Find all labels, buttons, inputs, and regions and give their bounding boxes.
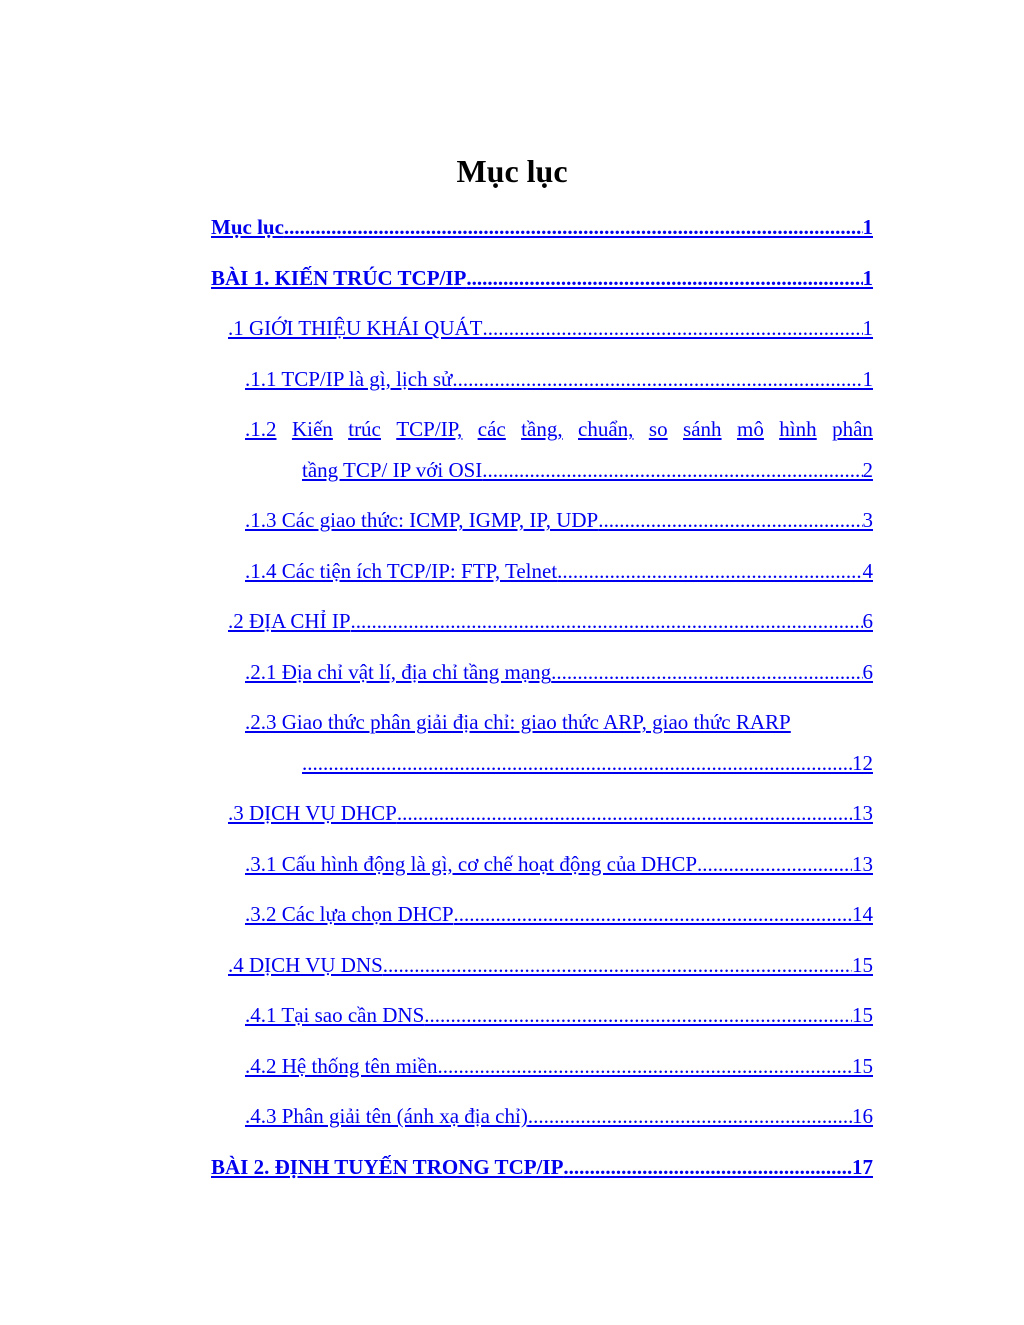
toc-entry-page: 14 (852, 902, 873, 926)
toc-leader-dots (452, 360, 862, 398)
toc-leader-dots (424, 996, 852, 1034)
toc-entry-1-2[interactable] (211, 410, 873, 501)
toc-leader-dots (454, 895, 852, 933)
toc-entry-page: 15 (852, 1003, 873, 1027)
toc-entry-text-line2 (245, 744, 873, 782)
toc-entry-text-line1: .2.3 Giao thức phân giải địa chỉ: giao thức ARP, giao thức RARP (245, 710, 791, 734)
toc-leader-dots (482, 309, 862, 347)
toc-entry-2-3[interactable] (211, 703, 873, 794)
toc-leader-dots (397, 794, 852, 832)
toc-entry-page: 16 (852, 1104, 873, 1128)
toc-leader-dots (466, 259, 862, 297)
toc-leader-dots (351, 602, 863, 640)
toc-entry-text: .4.3 Phân giải tên (ánh xạ địa chỉ) (245, 1104, 528, 1128)
toc-entry-text: tầng TCP/ IP với OSI (302, 458, 483, 482)
toc-entry-text: .3 DỊCH VỤ DHCP (228, 801, 397, 825)
toc-entry-page: 15 (852, 1053, 873, 1078)
toc-entry-page: 3 (862, 508, 873, 532)
toc-entry-text: .3.2 Các lựa chọn DHCP (245, 902, 454, 926)
toc-leader-dots (557, 552, 862, 590)
toc-entry-page: 6 (862, 659, 873, 684)
toc-entry-text: .2 ĐỊA CHỈ IP (228, 609, 351, 633)
toc-entry-3[interactable] (211, 794, 873, 845)
toc-entry-4-1[interactable] (211, 996, 873, 1047)
toc-entry-page: 13 (852, 851, 873, 876)
toc-leader-dots (697, 845, 852, 883)
toc-leader-dots (482, 451, 862, 489)
toc-leader-dots (598, 501, 862, 539)
toc-entry-text: .1.1 TCP/IP là gì, lịch sử (245, 366, 453, 391)
toc-entry-text: .2.1 Địa chỉ vật lí, địa chỉ tầng mạng (245, 659, 552, 684)
toc-entry-bai-2[interactable] (211, 1148, 873, 1199)
toc-entry-text: .1.3 Các giao thức: ICMP, IGMP, IP, UDP (245, 508, 599, 532)
toc-entry-page: 12 (852, 751, 873, 775)
toc-entry-1-4[interactable] (211, 552, 873, 603)
toc-entry-page: 17 (852, 1154, 873, 1179)
toc-entry-page: 1 (862, 265, 873, 290)
toc-entry-4-2[interactable] (211, 1047, 873, 1098)
toc-entry-page: 13 (852, 801, 873, 825)
toc-entry-text: .1 GIỚI THIỆU KHÁI QUÁT (228, 316, 483, 340)
toc-entry-1-3[interactable] (211, 501, 873, 552)
toc-entry-text: .4.1 Tại sao cần DNS (245, 1003, 425, 1027)
toc-entry-page: 4 (862, 558, 873, 583)
toc-leader-dots (528, 1097, 852, 1135)
toc-entry-text: BÀI 2. ĐỊNH TUYẾN TRONG TCP/IP (211, 1154, 564, 1179)
toc-entry-text: .1.4 Các tiện ích TCP/IP: FTP, Telnet (245, 558, 558, 583)
toc-entry-text: .4 DỊCH VỤ DNS (228, 952, 383, 977)
toc-entry-4-3[interactable] (211, 1097, 873, 1148)
toc-entry-4[interactable] (211, 946, 873, 997)
toc-entry-2[interactable] (211, 602, 873, 653)
toc-entry-page: 1 (862, 215, 873, 239)
toc-entry-text: .3.1 Cấu hình động là gì, cơ chế hoạt động của DHCP (245, 851, 698, 876)
toc-entry-text-line2 (245, 451, 873, 489)
toc-leader-dots (284, 208, 863, 246)
toc-entry-3-2[interactable] (211, 895, 873, 946)
toc-leader-dots (383, 946, 852, 984)
toc-entry-text-line1: .1.2 Kiến trúc TCP/IP, các tầng, chuẩn, so sánh mô hình phân (245, 417, 873, 441)
toc-leader-dots (563, 1148, 852, 1186)
toc-entry-text: Mục lục (211, 215, 284, 239)
toc-entry-page: 6 (862, 609, 873, 633)
toc-leader-dots (302, 744, 852, 782)
toc-entry-1-1[interactable] (211, 360, 873, 411)
toc-entry-1[interactable] (211, 309, 873, 360)
toc-entry-3-1[interactable] (211, 845, 873, 896)
toc-leader-dots (551, 653, 862, 691)
toc-entry-muc-luc[interactable] (211, 208, 873, 259)
toc-entry-page: 2 (862, 458, 873, 482)
page-title: Mục lục (456, 153, 568, 190)
toc-entry-text: .4.2 Hệ thống tên miền (245, 1053, 438, 1078)
toc-entry-page: 15 (852, 952, 873, 977)
table-of-contents (211, 208, 873, 1198)
toc-leader-dots (437, 1047, 852, 1085)
toc-entry-page: 1 (862, 316, 873, 340)
toc-entry-2-1[interactable] (211, 653, 873, 704)
toc-entry-text: BÀI 1. KIẾN TRÚC TCP/IP (211, 265, 467, 290)
toc-entry-bai-1[interactable] (211, 259, 873, 310)
toc-entry-page: 1 (862, 366, 873, 391)
